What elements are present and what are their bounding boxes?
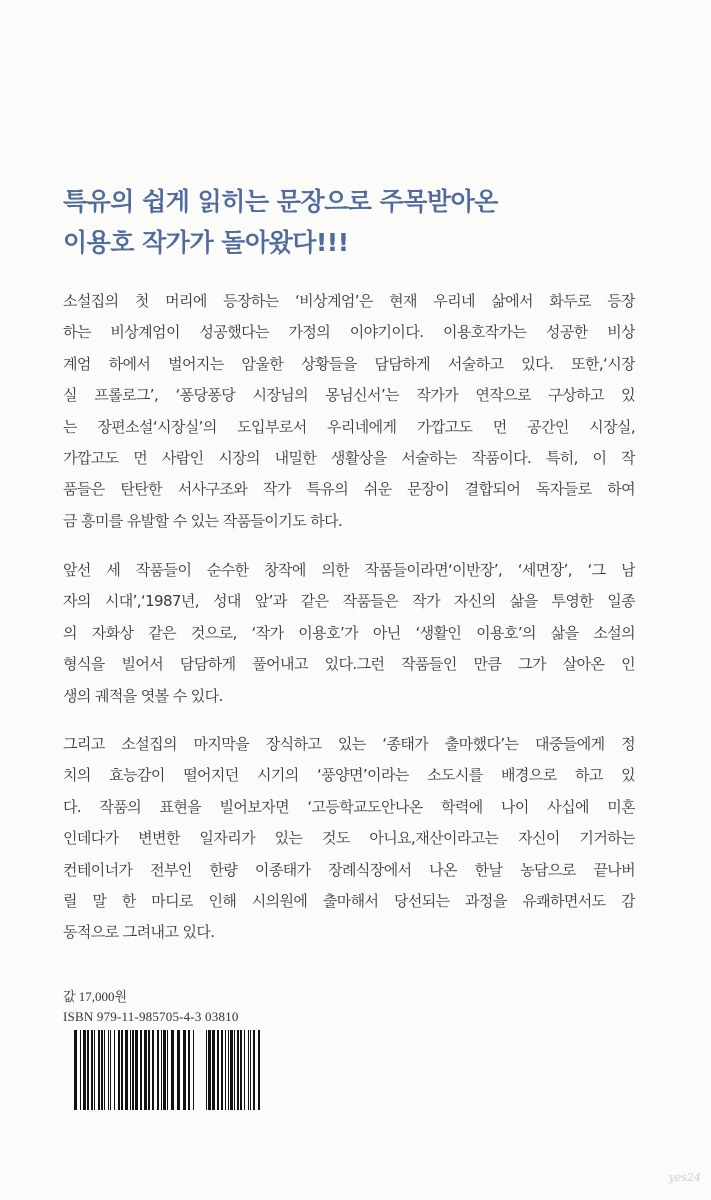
barcode-bar <box>217 1030 219 1110</box>
barcode-bar <box>108 1030 109 1110</box>
barcode-bar <box>193 1030 194 1110</box>
text-line: 가깝고도 먼 사람인 시장의 내밀한 생활상을 서술하는 작품이다. 특히, 이 작 <box>63 449 635 468</box>
headline-line-2: 이용호 작가가 돌아왔다!!! <box>63 228 349 257</box>
text-line: 다. 작품의 표현을 빌어보자면 ‘고등학교도안나온 학력에 나이 사십에 미혼 <box>63 797 635 816</box>
text-line: 하는 비상계엄이 성공했다는 가정의 이야기이다. 이용호작가는 성공한 비상 <box>63 323 635 342</box>
barcode-bar <box>125 1030 128 1110</box>
barcode-bar <box>221 1030 223 1110</box>
barcode-bar <box>240 1030 242 1110</box>
barcode-bar <box>157 1030 159 1110</box>
barcode-bar <box>94 1030 95 1110</box>
barcode-bar <box>244 1030 245 1110</box>
barcode-bar <box>250 1030 251 1110</box>
headline <box>63 181 663 263</box>
synopsis-paragraph-3 <box>63 729 635 949</box>
barcode-bar <box>248 1030 249 1110</box>
barcode-bar <box>110 1030 111 1110</box>
text-line: 동적으로 그려내고 있다. <box>63 923 215 942</box>
barcode-bar <box>161 1030 162 1110</box>
barcode-bar <box>163 1030 166 1110</box>
text-line: 인데다가 변변한 일자리가 있는 것도 아니요,재산이라고는 자신이 기거하는 <box>63 829 635 848</box>
text-line: 생의 궤적을 엿볼 수 있다. <box>63 686 223 705</box>
barcode-bar <box>101 1030 103 1110</box>
text-line: 그리고 소설집의 마지막을 장식하고 있는 ‘종태가 출마했다’는 대중들에게 정 <box>63 735 635 753</box>
barcode-bar <box>230 1030 233 1110</box>
text-line: 의 자화상 같은 것으로, ‘작가 이용호’가 아닌 ‘생활인 이용호’의 삶을 소설의 <box>63 623 635 642</box>
barcode-bar <box>87 1030 89 1110</box>
barcode-bar <box>237 1030 239 1110</box>
isbn-addon-barcode <box>206 1030 260 1110</box>
barcode-bar <box>80 1030 81 1110</box>
synopsis-paragraph-2 <box>63 555 635 712</box>
barcode-bar <box>234 1030 235 1110</box>
barcode-bar <box>148 1030 150 1110</box>
barcode-bar <box>212 1030 215 1110</box>
text-line: 품들은 탄탄한 서사구조와 작가 특유의 쉬운 문장이 결합되어 독자들로 하여 <box>63 480 635 499</box>
barcode-bar <box>104 1030 105 1110</box>
barcode-bar <box>253 1030 255 1110</box>
barcode-bar <box>91 1030 93 1110</box>
barcode-bar <box>135 1030 138 1110</box>
barcode-bar <box>152 1030 154 1110</box>
headline-line-1: 특유의 쉽게 읽히는 문장으로 주목받아온 <box>63 187 498 216</box>
barcode-bar <box>171 1030 174 1110</box>
text-line: 자의 시대’,‘1987년, 성대 앞’과 같은 작품들은 작가 자신의 삶을 투영한 일종 <box>63 592 635 611</box>
barcode-bar <box>167 1030 168 1110</box>
text-line: 는 장편소설‘시장실’의 도입부로서 우리네에게 가깝고도 먼 공간인 시장실, <box>63 417 635 436</box>
watermark: yes24 <box>668 1171 701 1184</box>
isbn-label: ISBN 979-11-985705-4-3 03810 <box>63 1009 239 1024</box>
barcode-bar <box>183 1030 186 1110</box>
barcode-bar <box>258 1030 260 1110</box>
barcode-bar <box>208 1030 211 1110</box>
barcode-bar <box>177 1030 180 1110</box>
price-label: 값 17,000원 <box>63 989 128 1004</box>
text-line: 앞선 세 작품들이 순수한 창작에 의한 작품들이라면‘이반장’, ‘세면장’, ‘그 남 <box>63 561 635 579</box>
barcode-bar <box>114 1030 115 1110</box>
text-line: 금 흥미를 유발할 수 있는 작품들이기도 하다. <box>63 511 343 530</box>
barcode-bar <box>225 1030 226 1110</box>
text-line: 릴 말 한 마디로 인해 시의원에 출마해서 당선되는 과정을 유쾌하면서도 감 <box>63 892 635 911</box>
synopsis-paragraph-1 <box>63 286 635 537</box>
barcode-bar <box>144 1030 147 1110</box>
barcode-bar <box>206 1030 207 1110</box>
barcode-bar <box>74 1030 77 1110</box>
barcode-bar <box>121 1030 123 1110</box>
text-line: 실 프롤로그’, ‘퐁당퐁당 시장님의 몽님신서’는 작가가 연작으로 구상하고 있 <box>63 386 635 405</box>
barcode-bar <box>132 1030 134 1110</box>
barcode-bar <box>228 1030 229 1110</box>
barcode-bar <box>98 1030 100 1110</box>
text-line: 치의 효능감이 떨어지던 시기의 ‘풍양면’이라는 소도시를 배경으로 하고 있 <box>63 766 635 785</box>
text-line: 형식을 빌어서 담담하게 풀어내고 있다.그런 작품들인 만큼 그가 살아온 인 <box>63 655 635 674</box>
text-line: 계엄 하에서 벌어지는 암울한 상황들을 담담하게 서술하고 있다. 또한,‘시장 <box>63 354 635 373</box>
barcode-bar <box>188 1030 190 1110</box>
isbn-barcode <box>74 1030 195 1110</box>
text-line: 소설집의 첫 머리에 등장하는 ‘비상계엄’은 현재 우리네 삶에서 화두로 등장 <box>63 292 635 310</box>
barcode-bar <box>140 1030 142 1110</box>
barcode-bar <box>83 1030 86 1110</box>
barcode-bar <box>130 1030 131 1110</box>
barcode-bar <box>118 1030 120 1110</box>
text-line: 컨테이너가 전부인 한량 이종태가 장례식장에서 나온 한날 농담으로 끝나버 <box>63 860 635 879</box>
